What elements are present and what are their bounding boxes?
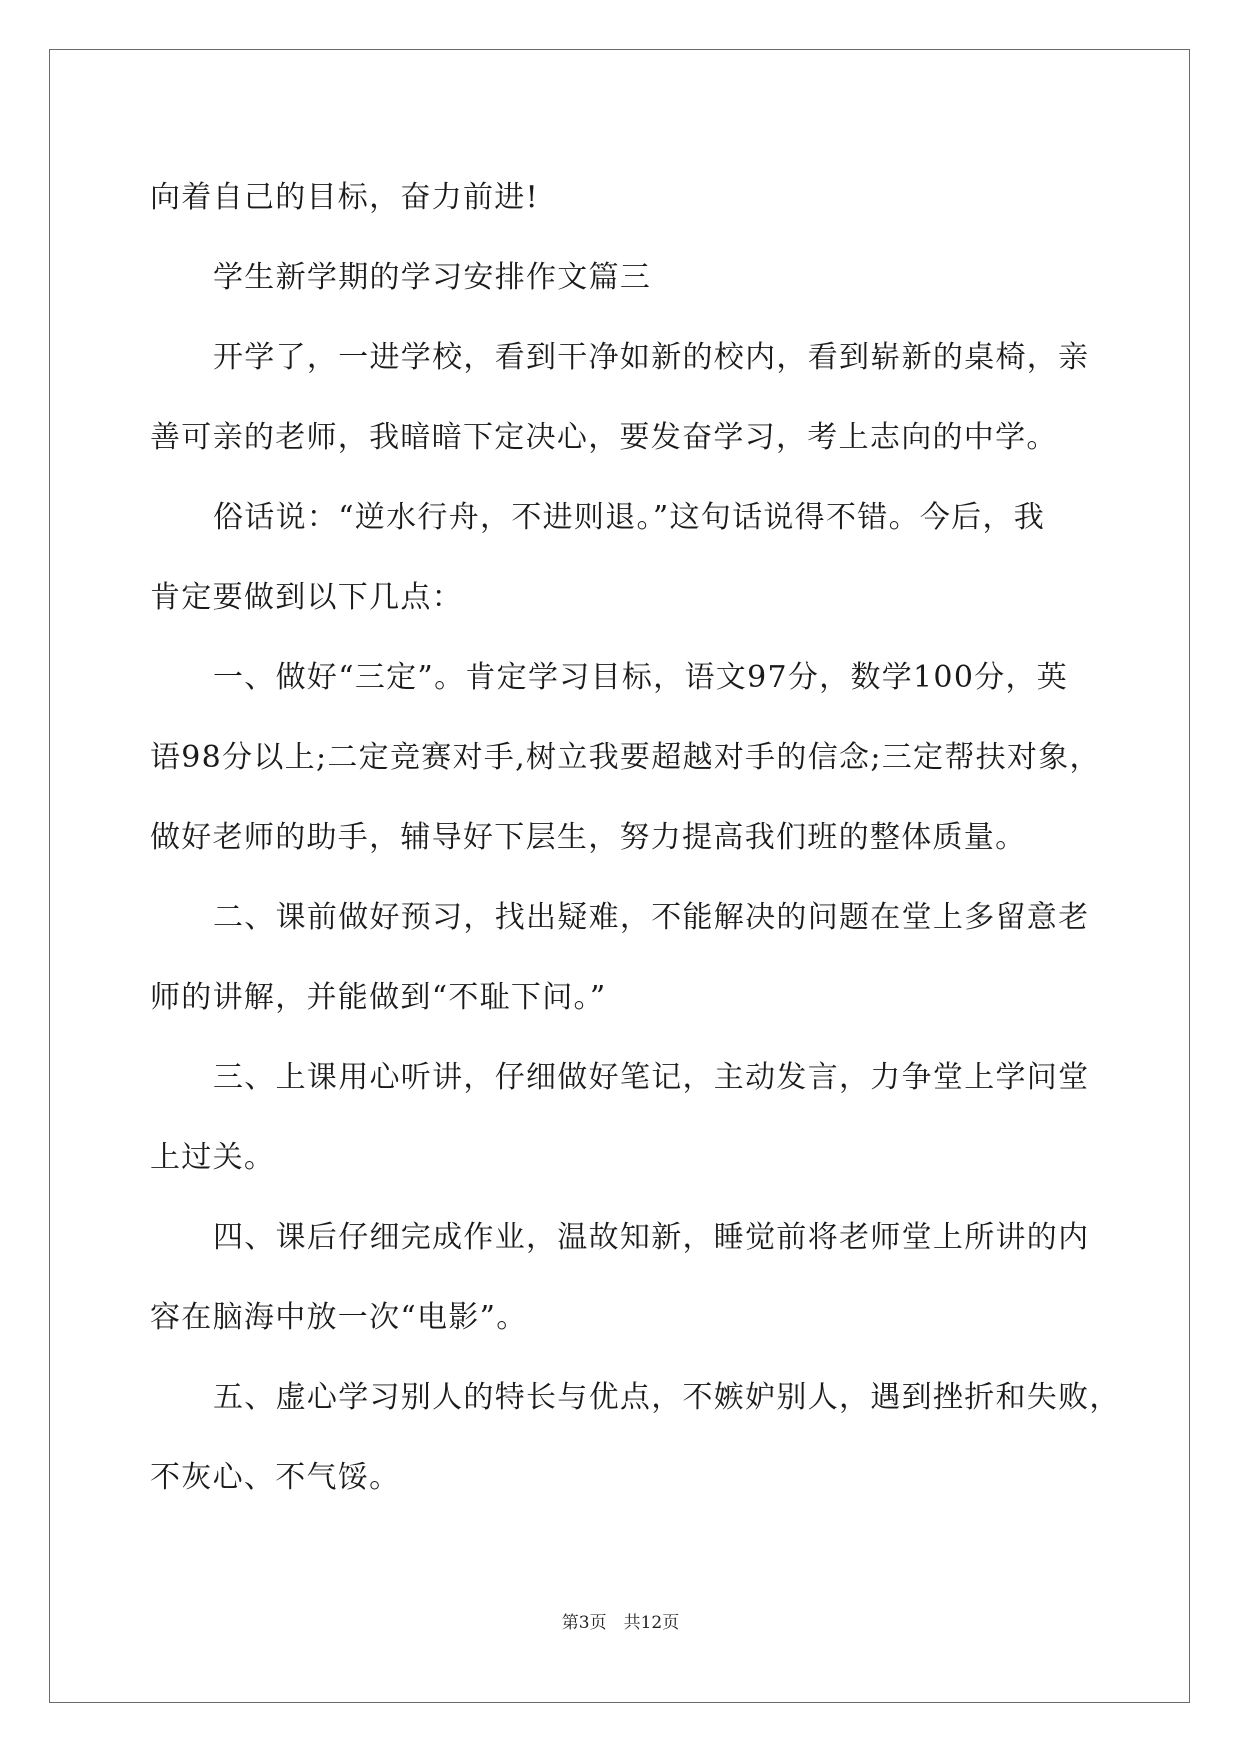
paragraph-line: 上过关。 bbox=[150, 1140, 276, 1175]
paragraph-line: 二、课前做好预习，找出疑难，不能解决的问题在堂上多留意老 bbox=[213, 900, 1090, 935]
section-heading: 学生新学期的学习安排作文篇三 bbox=[213, 260, 652, 295]
document-body bbox=[150, 158, 1121, 1518]
paragraph-line: 不灰心、不气馁。 bbox=[150, 1460, 401, 1495]
paragraph-line: 五、虚心学习别人的特长与优点，不嫉妒别人，遇到挫折和失败， bbox=[213, 1380, 1121, 1415]
page-number-footer: 第3页 共12页 bbox=[561, 1613, 680, 1633]
paragraph-line: 开学了，一进学校，看到干净如新的校内，看到崭新的桌椅，亲 bbox=[213, 340, 1090, 375]
paragraph-line: 俗话说：“逆水行舟，不进则退。”这句话说得不错。今后，我 bbox=[213, 500, 1046, 535]
paragraph-line: 语98分以上;二定竞赛对手,树立我要超越对手的信念;三定帮扶对象， bbox=[150, 740, 1101, 775]
paragraph-line: 容在脑海中放一次“电影”。 bbox=[150, 1300, 528, 1335]
paragraph-line: 做好老师的助手，辅导好下层生，努力提高我们班的整体质量。 bbox=[150, 820, 1027, 855]
paragraph-line: 师的讲解，并能做到“不耻下问。” bbox=[150, 980, 607, 1015]
paragraph-line: 向着自己的目标，奋力前进! bbox=[150, 180, 539, 215]
paragraph-line: 肯定要做到以下几点： bbox=[150, 580, 463, 615]
paragraph-line: 三、上课用心听讲，仔细做好笔记，主动发言，力争堂上学问堂 bbox=[213, 1060, 1090, 1095]
paragraph-line: 四、课后仔细完成作业，温故知新，睡觉前将老师堂上所讲的内 bbox=[213, 1220, 1090, 1255]
paragraph-line: 一、做好“三定”。肯定学习目标，语文97分，数学100分，英 bbox=[213, 660, 1069, 695]
paragraph-line: 善可亲的老师，我暗暗下定决心，要发奋学习，考上志向的中学。 bbox=[150, 420, 1058, 455]
